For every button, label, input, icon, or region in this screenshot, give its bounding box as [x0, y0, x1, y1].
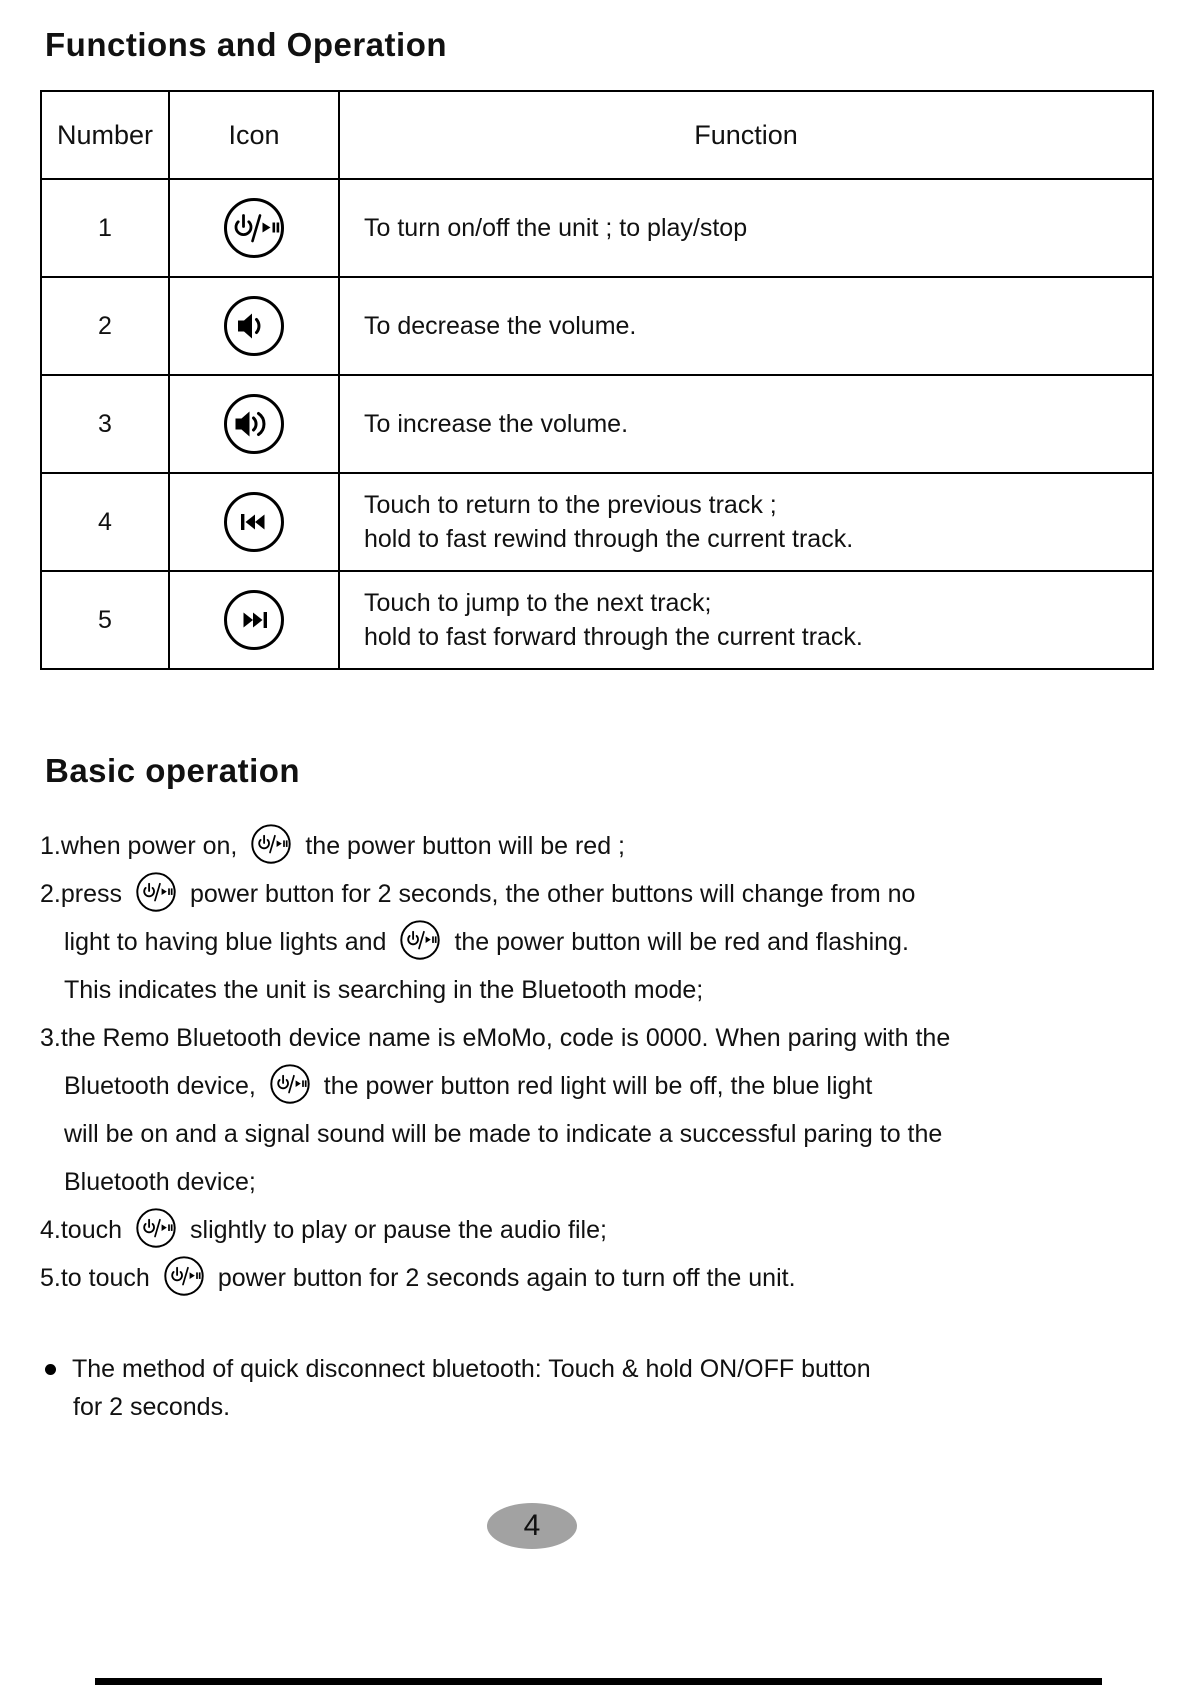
text-segment: the power button will be red and flashing. — [454, 928, 909, 956]
row-function — [339, 571, 1153, 669]
table-row — [41, 277, 1153, 375]
row-number: 3 — [41, 375, 169, 473]
page-edge-bar — [95, 1678, 1102, 1685]
power-play-icon — [135, 1207, 177, 1249]
row-icon-cell — [169, 375, 339, 473]
col-header-number: Number — [41, 91, 169, 179]
text-segment: power button for 2 seconds, the other buttons will change from no — [189, 880, 916, 908]
basic-op-item-3 — [40, 1014, 1125, 1206]
text-segment: will be on and a signal sound will be made to indicate a successful paring to the — [64, 1120, 943, 1148]
col-header-icon: Icon — [169, 91, 339, 179]
text-segment: The method of quick disconnect bluetooth: Touch & hold ON/OFF button — [72, 1355, 871, 1383]
function-text: To turn on/off the unit ; to play/stop — [364, 213, 748, 242]
row-number: 5 — [41, 571, 169, 669]
text-segment: 3.the Remo Bluetooth device name is eMoMo, code is 0000. When paring with the — [40, 1024, 951, 1052]
row-function — [339, 473, 1153, 571]
volume-down-icon — [222, 294, 286, 358]
basic-op-item-1 — [40, 822, 1125, 870]
basic-op-item-4 — [40, 1206, 1125, 1254]
row-number: 4 — [41, 473, 169, 571]
text-segment: 5.to touch — [40, 1264, 150, 1292]
function-text: To increase the volume. — [364, 409, 629, 438]
function-text: hold to fast forward through the current track. — [364, 623, 863, 651]
text-segment: the power button red light will be off, the blue light — [323, 1072, 873, 1100]
row-number: 1 — [41, 179, 169, 277]
power-play-icon — [269, 1063, 311, 1105]
power-play-icon — [399, 919, 441, 961]
text-segment: Bluetooth device, — [64, 1072, 256, 1100]
basic-op-item-2 — [40, 870, 1125, 1014]
table-row — [41, 571, 1153, 669]
function-text: Touch to return to the previous track ; — [364, 490, 777, 519]
text-segment: Bluetooth device; — [64, 1168, 256, 1196]
bullet-icon — [45, 1364, 56, 1375]
quick-disconnect-note — [45, 1350, 1105, 1426]
power-play-icon — [163, 1255, 205, 1297]
row-icon-cell — [169, 179, 339, 277]
text-segment: 1.when power on, — [40, 832, 238, 860]
text-segment: the power button will be red ; — [305, 832, 625, 860]
next-track-icon — [222, 588, 286, 652]
previous-track-icon — [222, 490, 286, 554]
row-function — [339, 179, 1153, 277]
power-play-icon — [135, 871, 177, 913]
page-title: Functions and Operation — [45, 26, 448, 63]
page-number-badge — [487, 1503, 577, 1549]
function-text: Touch to jump to the next track; — [364, 588, 712, 617]
table-row — [41, 179, 1153, 277]
basic-op-item-5 — [40, 1254, 1125, 1302]
row-function — [339, 277, 1153, 375]
table-header-row — [41, 91, 1153, 179]
row-icon-cell — [169, 473, 339, 571]
text-segment: 4.touch — [40, 1216, 123, 1244]
power-play-icon — [250, 823, 292, 865]
row-icon-cell — [169, 571, 339, 669]
text-segment: light to having blue lights and — [64, 928, 387, 956]
section-title: Basic operation — [45, 752, 301, 789]
text-segment: power button for 2 seconds again to turn off the unit. — [217, 1264, 796, 1292]
power-play-icon — [222, 196, 286, 260]
text-segment: slightly to play or pause the audio file; — [190, 1216, 607, 1244]
page-number: 4 — [523, 1509, 541, 1542]
basic-operation-section — [40, 752, 1152, 1426]
text-segment: for 2 seconds. — [73, 1393, 231, 1421]
row-icon-cell — [169, 277, 339, 375]
function-text: hold to fast rewind through the current track. — [364, 525, 854, 553]
text-segment: This indicates the unit is searching in the Bluetooth mode; — [64, 976, 704, 1004]
text-segment: 2.press — [40, 880, 122, 908]
table-row — [41, 473, 1153, 571]
table-row — [41, 375, 1153, 473]
row-function — [339, 375, 1153, 473]
row-number: 2 — [41, 277, 169, 375]
volume-up-icon — [222, 392, 286, 456]
functions-table — [40, 90, 1154, 670]
col-header-function: Function — [339, 91, 1153, 179]
function-text: To decrease the volume. — [364, 311, 637, 340]
